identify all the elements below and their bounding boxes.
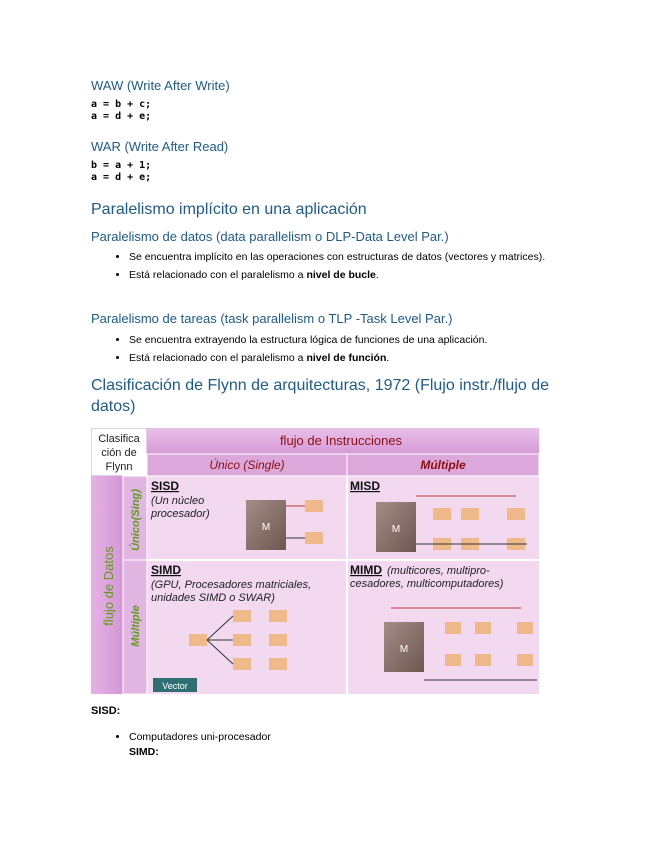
sisd-desc: procesador)	[151, 508, 210, 520]
mimd-desc: (multicores, multipro-	[387, 565, 490, 577]
unit-box	[189, 634, 207, 646]
memory-label: M	[261, 522, 271, 533]
list-item: • Está relacionado con el paralelismo a nivel de bucle.	[129, 268, 579, 283]
memory-label: M	[399, 644, 409, 655]
instr-title: flujo de Instrucciones	[279, 433, 403, 448]
simd-name: SIMD	[151, 563, 181, 577]
dlp-heading: Paralelismo de datos (data parallelism o DLP-Data Level Par.)	[91, 229, 449, 244]
corner-label: Clasifica	[98, 433, 140, 445]
tlp-heading: Paralelismo de tareas (task parallelism o TLP -Task Level Par.)	[91, 311, 453, 326]
sisd-desc: (Un núcleo	[151, 495, 205, 507]
data-title: flujo de Datos	[101, 546, 116, 626]
list-item: • Se encuentra implícito en las operaciones con estructuras de datos (vectores y matrices).	[129, 250, 579, 265]
war-heading: WAR (Write After Read)	[91, 139, 229, 154]
code-line: b = a + 1;	[91, 160, 152, 171]
implicit-heading: Paralelismo implícito en una aplicación	[91, 201, 367, 218]
simd-label: SIMD:	[129, 746, 159, 758]
simd-desc: unidades SIMD o SWAR)	[151, 592, 275, 604]
unit-box	[305, 500, 323, 512]
unit-box	[269, 658, 287, 670]
memory-label: M	[391, 524, 401, 535]
sisd-list	[109, 730, 579, 763]
waw-heading: WAW (Write After Write)	[91, 78, 230, 93]
waw-code	[91, 99, 151, 123]
unit-box	[233, 610, 251, 622]
flynn-heading: Clasificación de Flynn de arquitecturas, 1972 (Flujo instr./flujo de datos)	[91, 377, 550, 415]
corner-label: Flynn	[105, 461, 133, 473]
unit-box	[517, 654, 533, 666]
flynn-classification-figure	[91, 428, 539, 694]
vector-label: Vector	[162, 681, 188, 691]
mimd-desc: cesadores, multicomputadores)	[350, 578, 504, 590]
corner-label: ción de	[101, 447, 137, 459]
unit-box	[305, 532, 323, 544]
war-code	[91, 160, 151, 184]
sisd-label: SISD:	[91, 705, 121, 717]
unit-box	[517, 622, 533, 634]
unit-box	[475, 654, 491, 666]
unit-box	[433, 508, 451, 520]
code-line: a = d + e;	[91, 111, 152, 122]
list-item: • Está relacionado con el paralelismo a nivel de función.	[129, 351, 579, 366]
unit-box	[475, 622, 491, 634]
code-line: a = d + e;	[91, 172, 152, 183]
mimd-name: MIMD	[350, 563, 382, 577]
unit-box	[269, 610, 287, 622]
unit-box	[507, 508, 525, 520]
misd-name: MISD	[350, 479, 380, 493]
simd-desc: (GPU, Procesadores matriciales,	[151, 579, 312, 591]
list-item: • Se encuentra extrayendo la estructura lógica de funciones de una aplicación.	[129, 333, 579, 348]
unico-label: Único (Single)	[209, 458, 285, 472]
data-unico-label: Único(Sing)	[130, 489, 142, 551]
unit-box	[233, 658, 251, 670]
dlp-list	[109, 250, 579, 286]
multiple-label: Múltiple	[420, 458, 466, 472]
unit-box	[461, 508, 479, 520]
code-line: a = b + c;	[91, 99, 152, 110]
data-multiple-label: Múltiple	[130, 605, 142, 647]
unit-box	[445, 654, 461, 666]
unit-box	[445, 622, 461, 634]
tlp-list	[109, 333, 579, 369]
unit-box	[269, 634, 287, 646]
unit-box	[233, 634, 251, 646]
sisd-name: SISD	[151, 479, 180, 493]
list-item: • Computadores uni-procesador SIMD:	[129, 730, 579, 760]
